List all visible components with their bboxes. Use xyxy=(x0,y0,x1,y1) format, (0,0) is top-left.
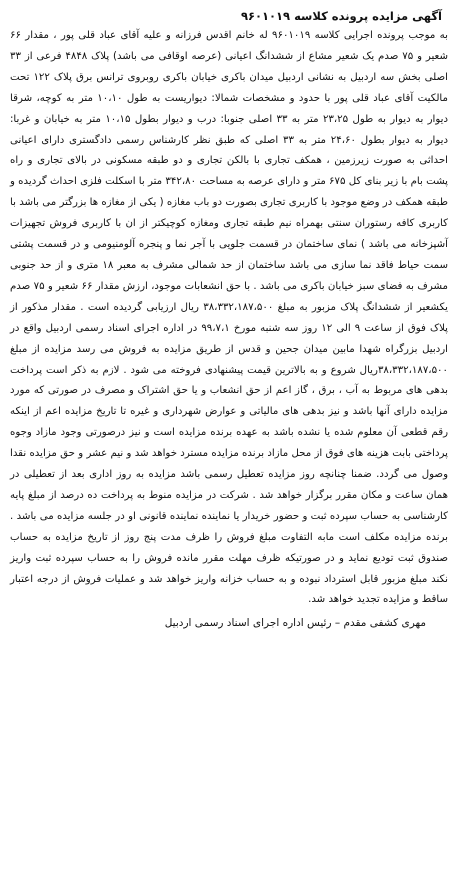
notice-title: آگهی مزایده پرونده کلاسه ۹۶۰۱۰۱۹ xyxy=(240,9,442,23)
notice-body: به موجب پرونده اجرایی کلاسه ۹۶۰۱۰۱۹ له خانم اقدس فرزانه و علیه آقای عباد قلی پور ، مقدار ۶۶ شعیر و ۷۵ صدم یک شعیر مشاع از ششدانگ اعیانی (عرصه اوقافی می باشد) پلاک ۴۸۴۸ فرعی از ۳۳ اصلی بخش سه اردبیل به نشانی اردبیل میدان باکری خیابان باکری روبروی ترانس برق پلاک ۱۲۲ تحت مالکیت آقای عباد قلی پور با حدود و مشخصات شمالا: دیواریست به طول ۱۰،۱۰ متر به کوچه، شرقا دیوار به دیوار به طول ۲۳،۲۵ متر به ۳۳ اصلی جنوبا: درب و دیوار بطول ۱۰،۱۵ متر به خیابان و غربا: دیوار به دیوار بطول ۲۴،۶۰ متر به ۳۳ اصلی که طبق نظر کارشناس رسمی دادگستری دارای اعیانی احداثی به صورت زیرزمین ، همکف تجاری با بالکن تجاری و دو طبقه مسکونی در بالای تجاری و راه پشت بام با زیر بنای کل ۶۷۵ متر و دارای عرصه به مساحت ۳۴۲،۸۰ متر با اسکلت فلزی احداث گردیده و طبقه همکف در وضع موجود با کاربری تجاری بصورت دو باب مغازه ( یکی از مغازه ها بزرگتر می باشد با کاربری کافه رستوران سنتی بهمراه نیم طبقه تجاری ومغازه کوچیکتر از ان با کاربری فروش تجهیزات آشپزخانه می باشد ) نمای ساختمان در قسمت جلویی با آجر نما و پنجره آلومنیومی و در قسمت پشتی سمت حیاط فاقد نما سازی می باشد ساختمان از حد شمالی مشرف به معبر ۱۸ متری و از حد جنوبی مشرف به فضای سبز خیابان باکری می باشد . با حق انشعابات موجود، ارزش مقدار ۶۶ شعیر و ۷۵ صدم یکشعیر از ششدانگ پلاک مزبور به مبلغ ۳۸،۳۳۲،۱۸۷،۵۰۰ ریال ارزیابی گردیده است . مقدار مذکور از پلاک فوق از ساعت ۹ الی ۱۲ روز سه شنبه مورخ ۹۹،۷،۱ در اداره اجرای اسناد رسمی اردبیل واقع در اردبیل بزرگراه شهدا مابین میدان جحین و قدس از طریق مزایده به فروش می رسد مزایده از مبلغ ۳۸،۳۳۲،۱۸۷،۵۰۰ریال شروع و به بالاترین قیمت پیشنهادی فروخته می شود . لازم به ذکر است پرداخت بدهی های مربوط به آب ، برق ، گاز اعم از حق انشعاب و یا حق اشتراک و مصرف در صورتی که مورد مزایده دارای آنها باشد و نیز بدهی های مالیاتی و عوارض شهرداری و غیره تا تاریخ مزایده اعم از اینکه رقم قطعی آن معلوم شده یا نشده باشد به عهده برنده مزایده است و نیز درصورتی وجود مازاد وجوه پرداختی بابت هزینه های فوق از محل مازاد برنده مزایده مسترد خواهد شد و نیم عشر و حق مزایده نقدا وصول می گردد. ضمنا چنانچه روز مزایده تعطیل رسمی باشد مزایده به روز اداری بعد از تعطیلی در همان ساعت و مکان مقرر برگزار خواهد شد . شرکت در مزایده منوط به پرداخت ده درصد از مبلغ پایه کارشناسی به حساب سپرده ثبت و حضور خریدار یا نماینده نماینده قانونی او در جلسه مزایده می باشد . برنده مزایده مکلف است مابه التفاوت مبلغ فروش را ظرف مدت پنج روز از تاریخ مزایده به حساب صندوق ثبت تودیع نماید و در صورتیکه ظرف مهلت مقرر مانده فروش را به حساب سپرده ثبت واریز نکند مبلغ مزبور قابل استرداد نبوده و به حساب خزانه واریز خواهد شد و عملیات فروش از درجه اعتبار ساقط و مزایده تجدید خواهد شد. xyxy=(10,30,449,606)
notice-signature: مهری کشفی مقدم – رئیس اداره اجرای اسناد رسمی اردبیل xyxy=(164,617,426,630)
